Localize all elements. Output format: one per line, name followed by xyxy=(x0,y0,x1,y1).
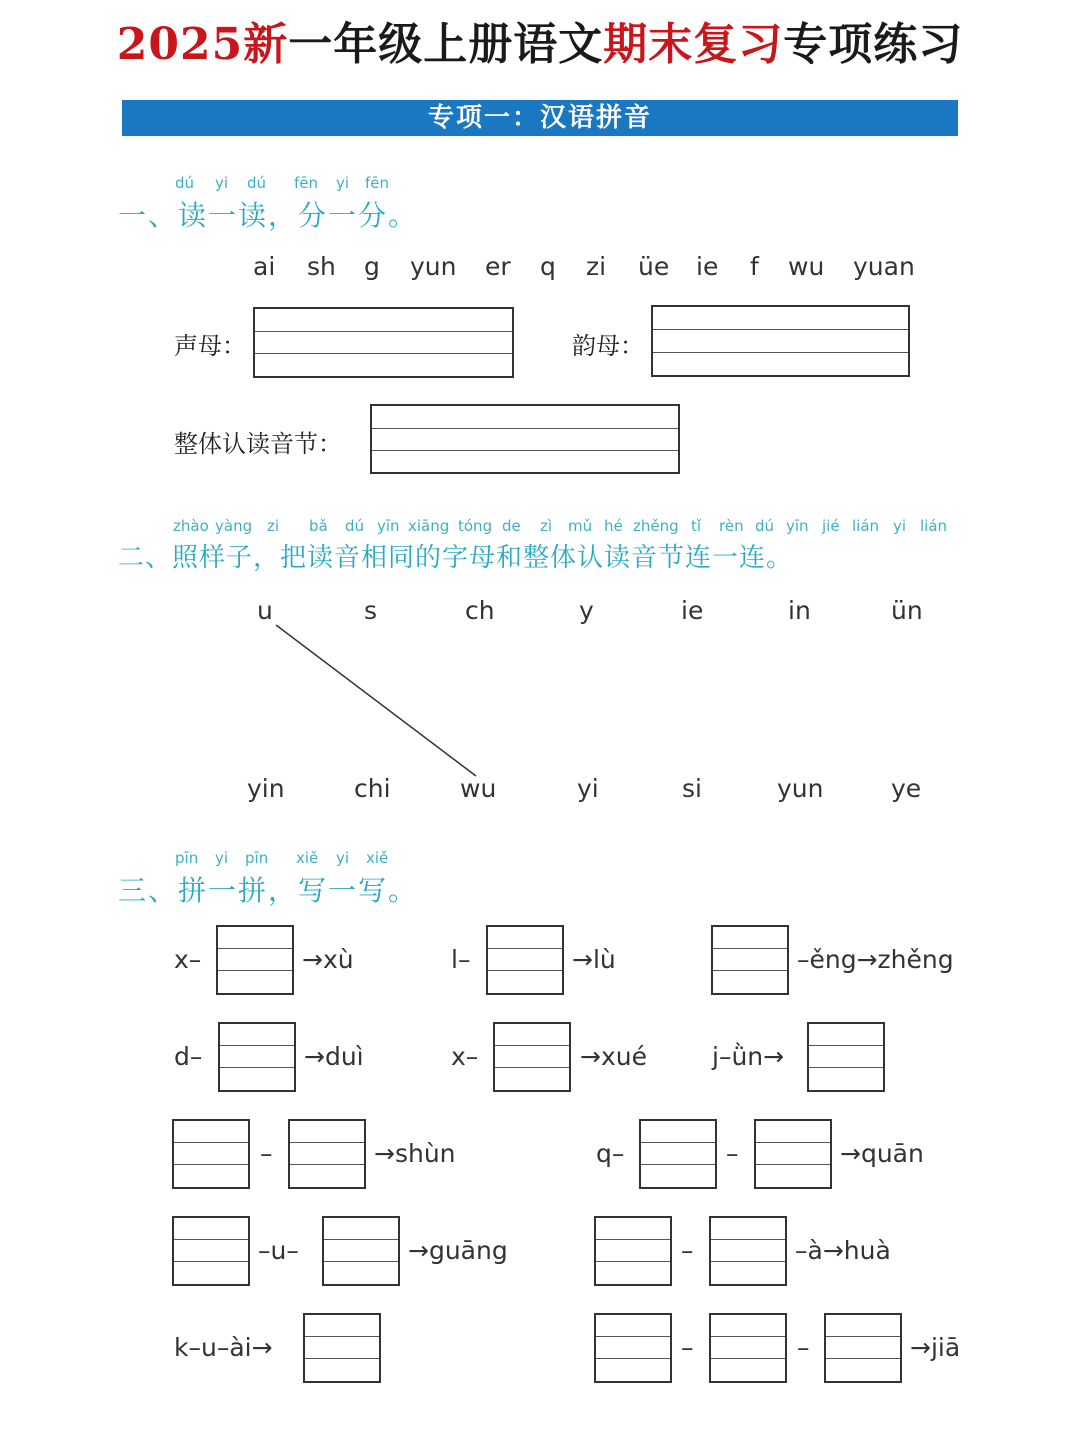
letter-item: er xyxy=(485,252,511,281)
spell-connector: – xyxy=(681,1236,694,1265)
spell-prefix: l– xyxy=(451,945,471,974)
letter-item: yuan xyxy=(853,252,915,281)
writing-box[interactable] xyxy=(172,1216,250,1286)
match-bottom-item[interactable]: wu xyxy=(460,774,497,803)
spell-result: →lù xyxy=(572,945,616,974)
section2-title: 二、照样子，把读音相同的字母和整体认读音节连一连。 xyxy=(118,543,794,573)
match-bottom-item[interactable]: ye xyxy=(891,774,922,803)
match-top-item[interactable]: ün xyxy=(891,596,923,625)
match-top-item[interactable]: y xyxy=(579,596,594,625)
writing-box[interactable] xyxy=(807,1022,885,1092)
spell-result: →xué xyxy=(580,1042,647,1071)
letter-item: wu xyxy=(788,252,825,281)
match-top-item[interactable]: u xyxy=(257,596,273,625)
pinyin-annotation: fēn xyxy=(294,174,319,192)
section3-title: 三、拼一拼，写一写。 xyxy=(118,874,419,907)
pinyin-annotation: yi xyxy=(336,174,350,192)
pinyin-annotation: yi xyxy=(215,174,229,192)
shengmu-label: 声母： xyxy=(174,332,246,360)
letter-item: ai xyxy=(253,252,276,281)
pinyin-annotation: zi xyxy=(267,517,280,535)
pinyin-annotation: mǔ xyxy=(568,517,593,535)
spell-prefix: x– xyxy=(174,945,202,974)
letter-item: sh xyxy=(307,252,336,281)
writing-box[interactable] xyxy=(288,1119,366,1189)
title-grade: 一年级上册语文 xyxy=(288,19,604,70)
match-top-item[interactable]: ch xyxy=(465,596,495,625)
pinyin-annotation: yi xyxy=(893,517,907,535)
writing-box[interactable] xyxy=(709,1313,787,1383)
pinyin-annotation: yīn xyxy=(377,517,400,535)
letter-item: zi xyxy=(586,252,607,281)
pinyin-annotation: yàng xyxy=(215,517,253,535)
writing-box[interactable] xyxy=(711,925,789,995)
writing-box[interactable] xyxy=(709,1216,787,1286)
spell-result: →duì xyxy=(304,1042,364,1071)
letter-item: ie xyxy=(696,252,719,281)
letter-item: f xyxy=(750,252,759,281)
pinyin-annotation: lián xyxy=(920,517,948,535)
pinyin-annotation: lián xyxy=(852,517,880,535)
pinyin-annotation: bǎ xyxy=(309,517,328,535)
pinyin-annotation: yi xyxy=(215,849,229,867)
pinyin-annotation: de xyxy=(502,517,521,535)
pinyin-annotation: zhěng xyxy=(633,517,679,535)
writing-box[interactable] xyxy=(486,925,564,995)
spell-result: →xù xyxy=(302,945,354,974)
pinyin-annotation: yi xyxy=(336,849,350,867)
pinyin-annotation: jié xyxy=(822,517,840,535)
spell-prefix: q– xyxy=(596,1139,625,1168)
spell-result: →guāng xyxy=(408,1236,508,1265)
spell-result: –à→huà xyxy=(795,1236,891,1265)
pinyin-annotation: hé xyxy=(604,517,623,535)
pinyin-annotation: fēn xyxy=(365,174,390,192)
pinyin-annotation: yīn xyxy=(786,517,809,535)
pinyin-annotation: dú xyxy=(247,174,267,192)
spell-connector: – xyxy=(797,1333,810,1362)
section3-pinyin xyxy=(0,849,1080,869)
writing-box[interactable] xyxy=(216,925,294,995)
title-review: 期末复习 xyxy=(603,19,784,70)
pinyin-annotation: xiāng xyxy=(408,517,450,535)
letter-item: q xyxy=(540,252,556,281)
pinyin-annotation: xiě xyxy=(366,849,389,867)
writing-box[interactable] xyxy=(594,1313,672,1383)
pinyin-annotation: xiě xyxy=(296,849,319,867)
writing-box[interactable] xyxy=(218,1022,296,1092)
writing-box[interactable] xyxy=(303,1313,381,1383)
spell-prefix: j–ǜn→ xyxy=(712,1042,785,1071)
yunmu-label: 韵母： xyxy=(572,332,644,360)
pinyin-annotation: dú xyxy=(175,174,195,192)
match-top-item[interactable]: s xyxy=(364,596,378,625)
spell-result: →quān xyxy=(840,1139,924,1168)
match-bottom-item[interactable]: yin xyxy=(247,774,285,803)
pinyin-annotation: dú xyxy=(755,517,775,535)
section-banner: 专项一：汉语拼音 xyxy=(122,100,958,136)
spell-connector: – xyxy=(681,1333,694,1362)
spell-result: →jiā xyxy=(910,1333,961,1362)
pinyin-annotation: dú xyxy=(345,517,365,535)
letter-item: yun xyxy=(410,252,457,281)
writing-box[interactable] xyxy=(594,1216,672,1286)
writing-box[interactable] xyxy=(639,1119,717,1189)
spell-connector: – xyxy=(726,1139,739,1168)
match-bottom-item[interactable]: yi xyxy=(577,774,599,803)
writing-box[interactable] xyxy=(754,1119,832,1189)
match-top-item[interactable]: in xyxy=(788,596,811,625)
spell-result: →shùn xyxy=(374,1139,456,1168)
pinyin-annotation: zì xyxy=(540,517,553,535)
match-top-item[interactable]: ie xyxy=(681,596,704,625)
spell-result: –ěng→zhěng xyxy=(797,945,954,974)
pinyin-annotation: tǐ xyxy=(691,517,702,535)
spell-connector: – xyxy=(260,1139,273,1168)
letter-item: üe xyxy=(638,252,670,281)
writing-box[interactable] xyxy=(493,1022,571,1092)
pinyin-annotation: zhào xyxy=(173,517,209,535)
spell-prefix: k–u–ài→ xyxy=(174,1333,273,1362)
pinyin-annotation: pīn xyxy=(175,849,199,867)
letter-item: g xyxy=(364,252,380,281)
pinyin-annotation: tóng xyxy=(458,517,493,535)
spell-prefix: d– xyxy=(174,1042,203,1071)
spell-connector: –u– xyxy=(258,1236,299,1265)
zhengti-label: 整体认读音节： xyxy=(174,430,342,458)
pinyin-annotation: pīn xyxy=(245,849,269,867)
writing-box[interactable] xyxy=(322,1216,400,1286)
match-bottom-item[interactable]: si xyxy=(682,774,702,803)
writing-box[interactable] xyxy=(172,1119,250,1189)
match-bottom-item[interactable]: chi xyxy=(354,774,391,803)
title-year: 2025新 xyxy=(116,19,289,70)
pinyin-annotation: rèn xyxy=(719,517,744,535)
spell-prefix: x– xyxy=(451,1042,479,1071)
section1-title: 一、读一读，分一分。 xyxy=(118,199,419,232)
match-bottom-item[interactable]: yun xyxy=(777,774,824,803)
title-practice: 专项练习 xyxy=(783,19,964,70)
writing-box[interactable] xyxy=(824,1313,902,1383)
